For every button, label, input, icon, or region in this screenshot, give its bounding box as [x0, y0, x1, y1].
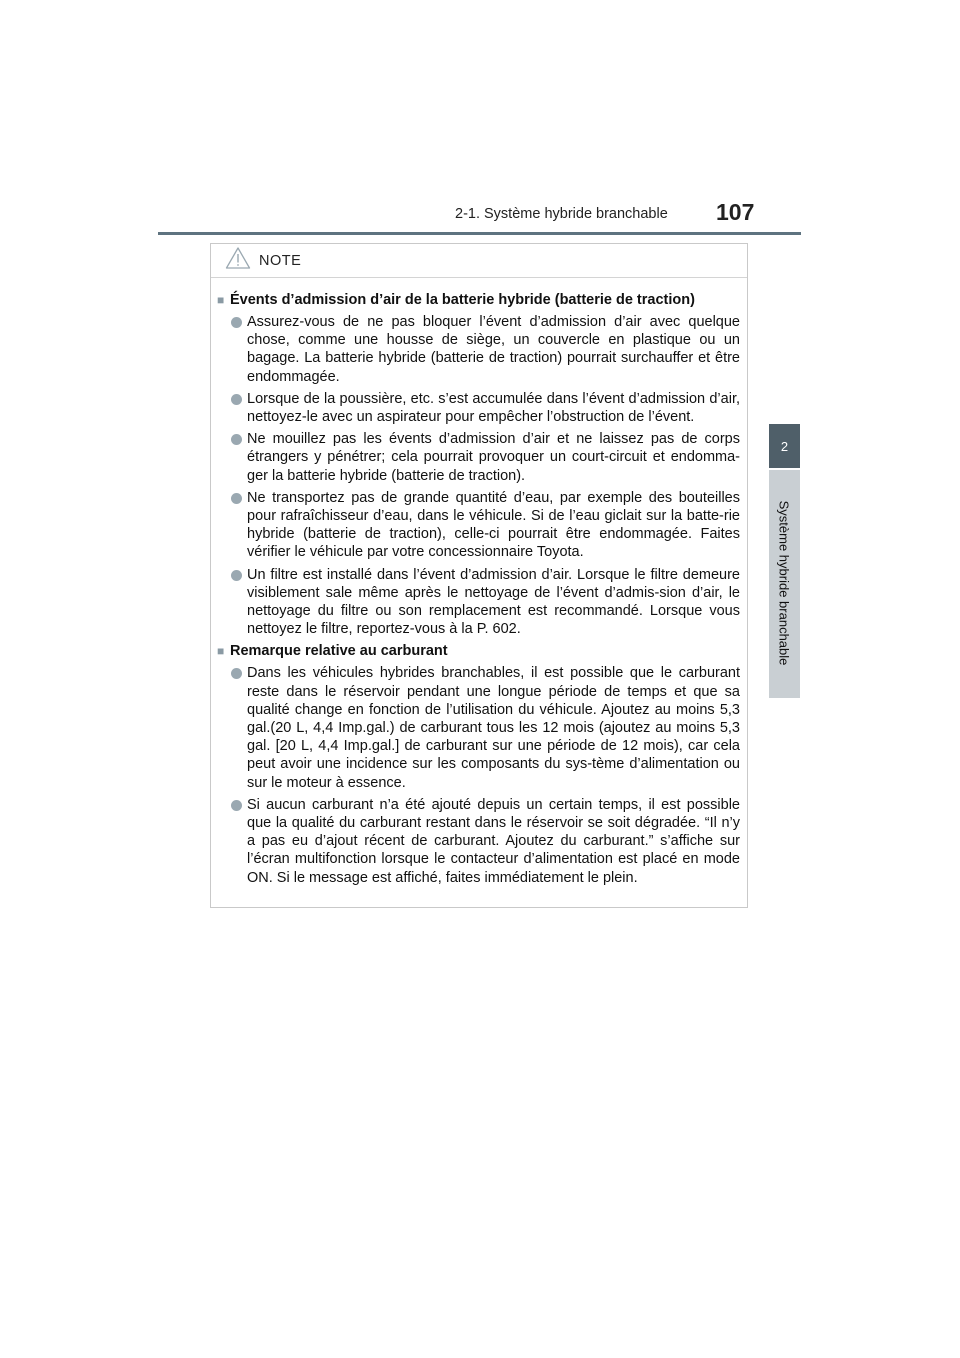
list-item — [217, 489, 740, 562]
list-item — [217, 430, 740, 485]
list-item-text: Un filtre est installé dans l’évent d’admission d’air. Lorsque le filtre demeure visiblement sale même après le nettoyage de l’évent d’admis-sion d’air, le nettoyage du filtre ou son remplacement est recommandé. Lorsque vous nettoyez le filtre, reportez-vous à la P. 602. — [247, 566, 740, 638]
section-heading: Évents d’admission d’air de la batterie hybride (batterie de traction) — [230, 292, 695, 308]
list-item-text: Assurez-vous de ne pas bloquer l’évent d’admission d’air avec quelque chose, comme une housse de siège, un couvercle en plastique ou un bagage. La batterie hybride (batterie de traction) pourrait surchauffer et être endommagée. — [247, 314, 740, 385]
section-heading: Remarque relative au carburant — [230, 643, 448, 660]
note-section-vents — [217, 291, 740, 638]
list-item — [217, 390, 740, 426]
note-header — [211, 244, 747, 278]
warning-icon — [225, 246, 251, 275]
section-heading-row — [217, 642, 740, 660]
header-divider — [158, 232, 801, 235]
header-section-title: 2-1. Système hybride branchable — [455, 206, 668, 222]
note-box — [210, 243, 748, 908]
list-item — [217, 796, 740, 887]
square-bullet-icon: ■ — [217, 293, 225, 307]
page-number: 107 — [716, 199, 755, 225]
note-title: NOTE — [259, 252, 302, 269]
list-item-text: Lorsque de la poussière, etc. s’est accumulée dans l’évent d’admission d’air, nettoyez-le avec un aspirateur pour empêcher l’obstruction de l’évent. — [247, 390, 740, 426]
bullet-dot-icon — [231, 800, 242, 811]
note-body — [211, 278, 747, 887]
chapter-tab-title: Système hybride branchable — [776, 500, 792, 666]
bullet-dot-icon — [231, 493, 242, 504]
bullet-dot-icon — [231, 668, 242, 679]
bullet-dot-icon — [231, 317, 242, 328]
list-item — [217, 313, 740, 386]
bullet-dot-icon — [231, 394, 242, 405]
note-section-fuel — [217, 642, 740, 886]
section-heading-row — [217, 291, 740, 309]
bullet-dot-icon — [231, 434, 242, 445]
list-item-text: Ne mouillez pas les évents d’admission d’air et ne laissez pas de corps étrangers y pénétrer; cela pourrait provoquer un court-circuit et endomma-ger la batterie hybride (batterie de traction). — [247, 431, 740, 484]
list-item-text: Si aucun carburant n’a été ajouté depuis un certain temps, il est possible que la qualité du carburant restant dans le réservoir se soit dégradée. “Il n’y a pas eu d’ajout récent de carburant. Ajoutez du carburant.” s’affiche sur l’écran multifonction lorsque le contacteur d’alimentation est placé en mode ON. Si le message est affiché, faites immédiatement le plein. — [247, 796, 740, 886]
chapter-tab-number: 2 — [769, 424, 800, 468]
list-item-text: Ne transportez pas de grande quantité d’eau, par exemple des bouteilles pour rafraîchisseur d’eau, dans le véhicule. Si de l’eau giclait sur la batte-rie hybride (batterie de traction), celle-ci pourrait être endommagée. Faites vérifier le véhicule par votre concessionnaire Toyota. — [247, 489, 740, 561]
bullet-dot-icon — [231, 570, 242, 581]
list-item — [217, 664, 740, 791]
square-bullet-icon: ■ — [217, 644, 225, 659]
list-item-text: Dans les véhicules hybrides branchables, il est possible que le carburant reste dans le réservoir pendant une longue période de temps et que sa qualité change en fonction de l’utilisation du véhicule. Ajoutez au moins 5,3 gal.(20 L, 4,4 Imp.gal.) de carburant tous les 12 mois (ajoutez au moins 5,3 gal. [20 L, 4,4 Imp.gal.] de carburant sur une période de 12 mois), car cela peut avoir une incidence sur les composants du sys-tème d’alimentation ou sur le moteur à essence. — [247, 665, 740, 791]
list-item — [217, 566, 740, 639]
